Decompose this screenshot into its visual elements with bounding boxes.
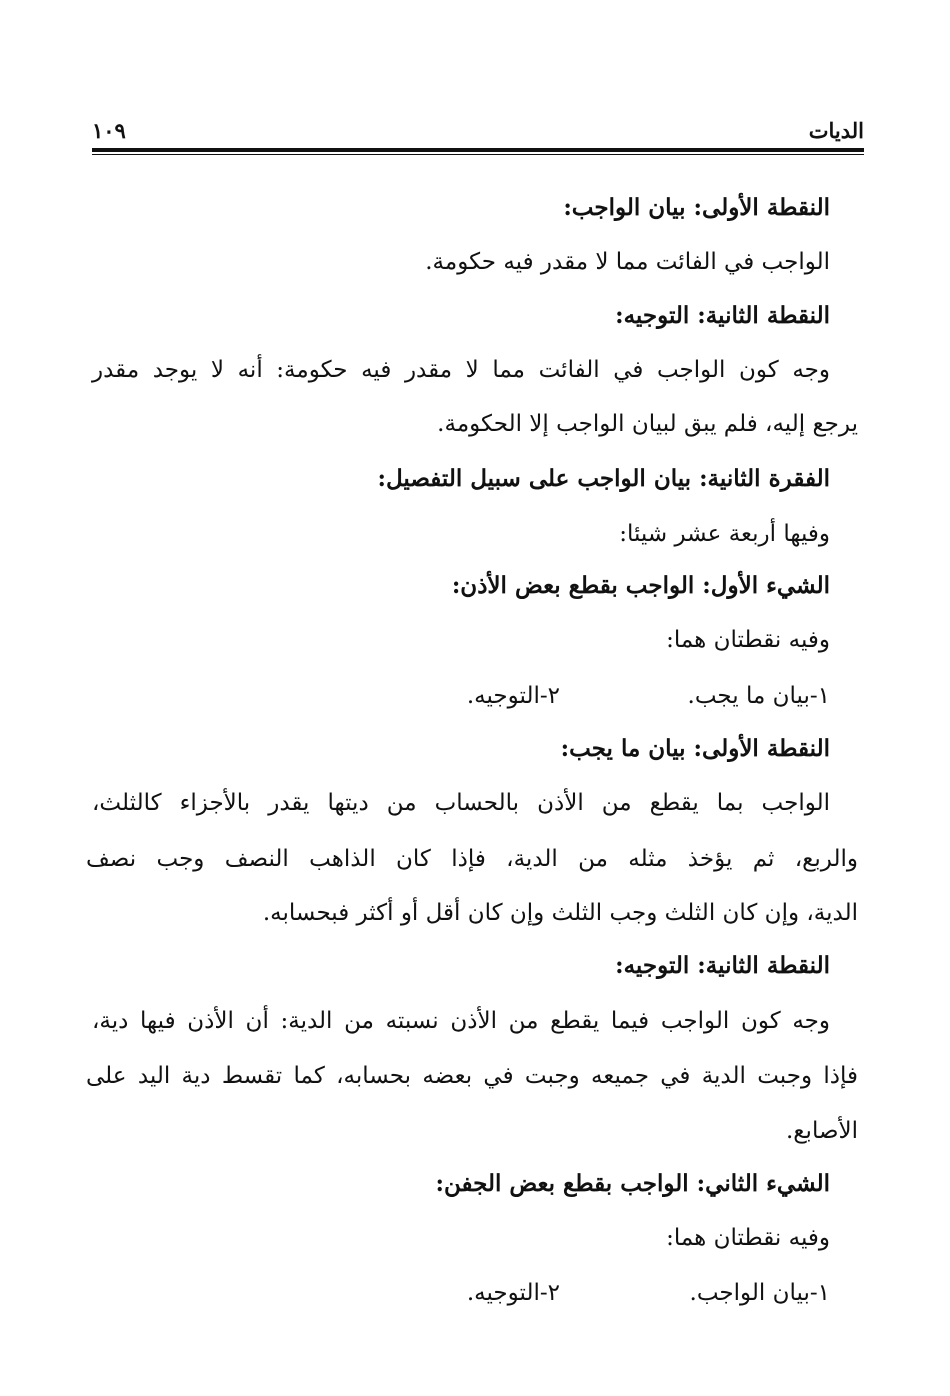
- heading-first-thing: الشيء الأول: الواجب بقطع بعض الأذن:: [451, 572, 830, 599]
- paragraph-line: وجه كون الواجب في الفائت مما لا مقدر فيه حكومة: أنه لا يوجد مقدر: [92, 357, 830, 383]
- page-number: ١٠٩: [92, 118, 126, 143]
- heading-second-point: النقطة الثانية: التوجيه:: [615, 302, 830, 329]
- list-item: ١-بيان ما يجب.: [687, 683, 830, 709]
- heading-first-point: النقطة الأولى: بيان الواجب:: [563, 194, 830, 221]
- paragraph-line: الدية، وإن كان الثلث وجب الثلث وإن كان أقل أو أكثر فبحسابه.: [262, 900, 858, 926]
- paragraph-line: وجه كون الواجب فيما يقطع من الأذن نسبته من الدية: أن الأذن فيها دية،: [92, 1008, 830, 1034]
- paragraph-line: فإذا وجبت الدية في جميعه وجبت في بعضه بحسابه، كما تقسط دية اليد على: [86, 1063, 858, 1089]
- paragraph-line: والربع، ثم يؤخذ مثله من الدية، فإذا كان الذاهب النصف وجب نصف: [86, 846, 858, 872]
- running-header: [92, 118, 864, 146]
- paragraph-line: الأصابع.: [786, 1118, 858, 1144]
- heading-second-point: النقطة الثانية: التوجيه:: [615, 952, 830, 979]
- header-rule-thin: [92, 154, 864, 155]
- chapter-title: الديات: [808, 118, 864, 143]
- heading-first-point: النقطة الأولى: بيان ما يجب:: [560, 735, 830, 762]
- paragraph-line: وفيه نقطتان هما:: [666, 627, 830, 653]
- heading-second-section: الفقرة الثانية: بيان الواجب على سبيل التفصيل:: [377, 465, 830, 492]
- header-rule-thick: [92, 148, 864, 152]
- paragraph-line: الواجب في الفائت مما لا مقدر فيه حكومة.: [425, 249, 830, 275]
- paragraph-line: وفيه نقطتان هما:: [666, 1225, 830, 1251]
- heading-second-thing: الشيء الثاني: الواجب بقطع بعض الجفن:: [435, 1170, 830, 1197]
- list-item: ٢-التوجيه.: [466, 683, 560, 709]
- paragraph-line: وفيها أربعة عشر شيئا:: [619, 521, 830, 547]
- list-item: ١-بيان الواجب.: [689, 1280, 830, 1306]
- paragraph-line: الواجب بما يقطع من الأذن بالحساب من ديتها يقدر بالأجزاء كالثلث،: [92, 790, 830, 816]
- list-item: ٢-التوجيه.: [466, 1280, 560, 1306]
- numbered-list: [92, 1270, 830, 1316]
- numbered-list: [92, 673, 830, 719]
- paragraph-line: يرجع إليه، فلم يبق لبيان الواجب إلا الحكومة.: [437, 411, 858, 437]
